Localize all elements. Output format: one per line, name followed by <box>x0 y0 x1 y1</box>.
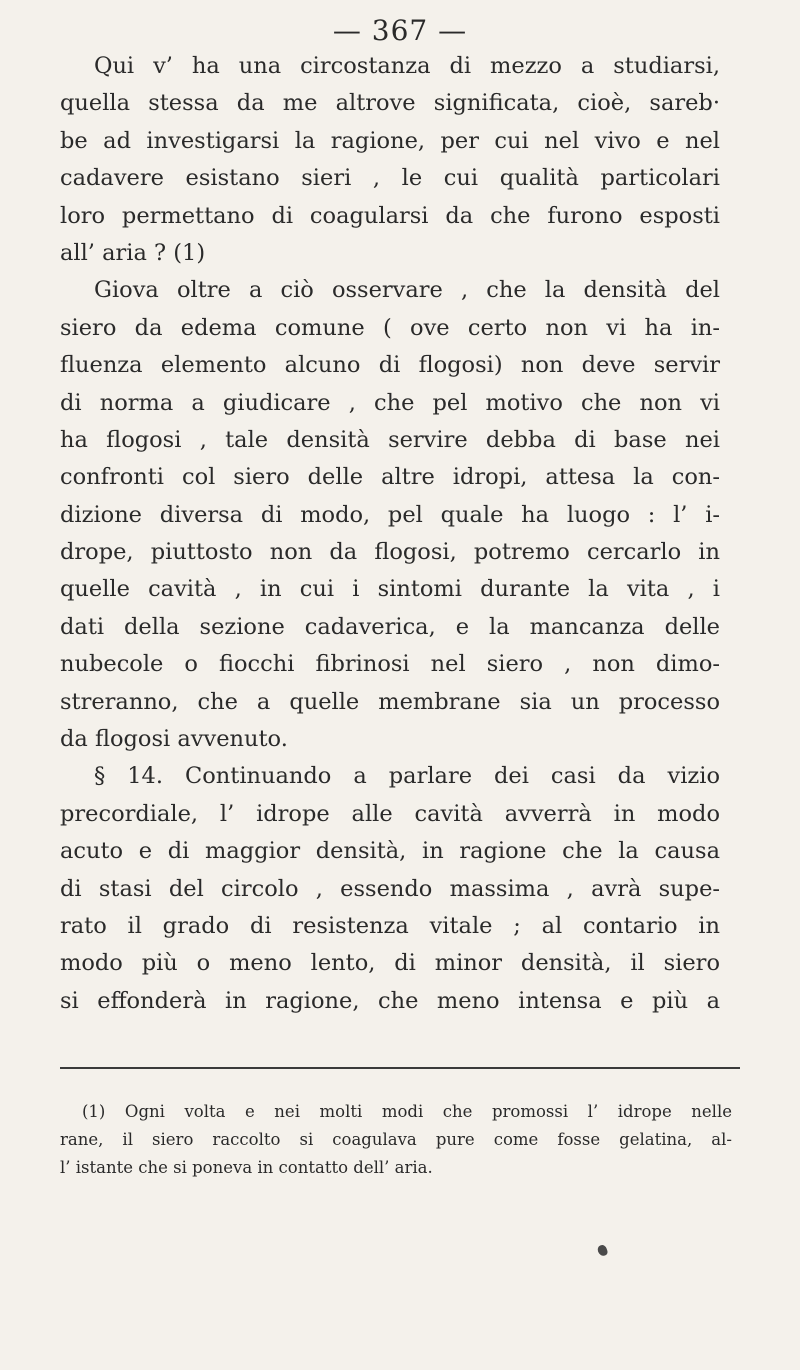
text-line: rato il grado di resistenza vitale ; al contario in <box>60 912 720 939</box>
text-line: ha flogosi , tale densità servire debba di base nei <box>60 426 720 453</box>
text-line: cadavere esistano sieri , le cui qualità particolari <box>60 165 720 192</box>
text-line: da flogosi avvenuto. <box>60 726 288 753</box>
text-line: precordiale, l’ idrope alle cavità avverrà in modo <box>60 800 720 827</box>
page-number: — 367 — <box>332 14 468 47</box>
text-line: quelle cavità , in cui i sintomi durante la vita , i <box>60 576 720 603</box>
text-line: loro permettano di coagularsi da che furono esposti <box>60 202 720 229</box>
section-heading-line: § 14. Continuando a parlare dei casi da vizio <box>94 763 720 790</box>
text-line: modo più o meno lento, di minor densità, il siero <box>60 950 720 977</box>
text-line: all’ aria ? (1) <box>60 239 206 266</box>
text-line: quella stessa da me altrove significata, cioè, sareb· <box>60 90 720 117</box>
text-line: dizione diversa di modo, pel quale ha luogo : l’ i- <box>60 501 720 528</box>
text-line: confronti col siero delle altre idropi, attesa la con- <box>60 464 720 491</box>
footnote-line: l’ istante che si poneva in contatto dell’ aria. <box>60 1158 433 1177</box>
footnote-divider <box>60 1067 740 1069</box>
text-line: Qui v’ ha una circostanza di mezzo a studiarsi, <box>94 53 720 79</box>
text-line: acuto e di maggior densità, in ragione che la causa <box>60 838 720 865</box>
text-line: drope, piuttosto non da flogosi, potremo cercarlo in <box>60 539 720 566</box>
footnote <box>60 1098 732 1182</box>
text-line: be ad investigarsi la ragione, per cui nel vivo e nel <box>60 127 720 154</box>
text-line: fluenza elemento alcuno di flogosi) non deve servir <box>60 352 720 379</box>
footnote-line: (1) Ogni volta e nei molti modi che promossi l’ idrope nelle <box>82 1102 732 1121</box>
text-line: di norma a giudicare , che pel motivo che non vi <box>60 389 720 416</box>
main-text <box>60 48 720 1020</box>
text-line: streranno, che a quelle membrane sia un processo <box>60 688 720 715</box>
text-line: di stasi del circolo , essendo massima , avrà supe- <box>60 875 720 902</box>
text-line: nubecole o fiocchi fibrinosi nel siero , non dimo- <box>60 651 720 678</box>
text-line: Giova oltre a ciò osservare , che la densità del <box>94 277 720 304</box>
text-line: siero da edema comune ( ove certo non vi ha in- <box>60 314 720 341</box>
text-line: si effonderà in ragione, che meno intensa e più a <box>60 987 720 1014</box>
ink-blot <box>596 1244 608 1257</box>
footnote-line: rane, il siero raccolto si coagulava pure come fosse gelatina, al- <box>60 1130 732 1149</box>
text-line: dati della sezione cadaverica, e la mancanza delle <box>60 613 720 640</box>
